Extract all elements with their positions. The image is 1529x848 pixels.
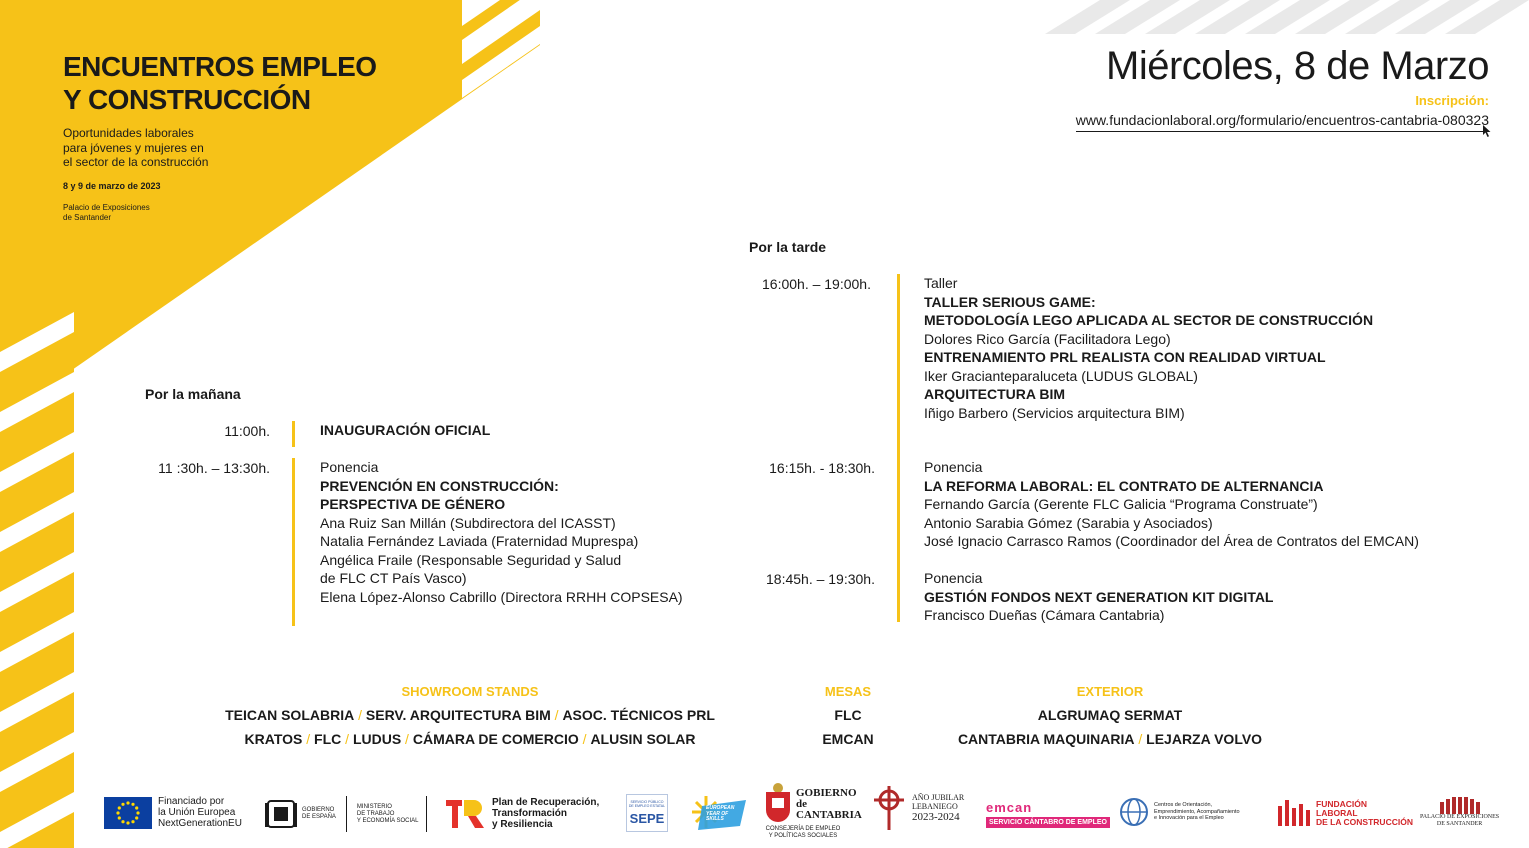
globe-icon <box>1118 796 1150 828</box>
palacio-logo <box>1420 796 1499 828</box>
session-line: Iñigo Barbero (Servicios arquitectura BIM) <box>924 404 1185 421</box>
session-line: Natalia Fernández Laviada (Fraternidad Muprespa) <box>320 533 639 549</box>
cantabria-text: de <box>796 797 807 810</box>
gobierno-text: GOBIERNO <box>302 807 335 813</box>
plan-text: Plan de Recuperación, <box>492 796 600 808</box>
eyos-text: YEAR OF <box>706 810 729 817</box>
session-time: 18:45h. – 19:30h. <box>766 571 875 587</box>
venue-line: Palacio de Exposiciones <box>63 203 150 212</box>
cantabria-text: GOBIERNO <box>796 786 857 799</box>
centros-text: e Innovación para el Empleo <box>1154 815 1224 822</box>
flc-text: FUNDACIÓN <box>1316 798 1367 809</box>
gobierno-text: DE ESPAÑA <box>302 814 336 820</box>
session-block <box>924 274 1373 422</box>
session-line: ENTRENAMIENTO PRL REALISTA CON REALIDAD VIRTUAL <box>924 349 1326 365</box>
eyos-text: SKILLS <box>706 816 724 822</box>
jubilar-text: AÑO JUBILAR <box>912 793 965 802</box>
exterior-row <box>940 731 1280 747</box>
stand-name: ALUSIN SOLAR <box>590 731 696 747</box>
divider <box>426 796 427 832</box>
timeline-bar <box>292 458 295 626</box>
flc-bars-icon <box>1276 798 1312 828</box>
subtitle-line: para jóvenes y mujeres en <box>63 140 204 155</box>
session-block <box>320 458 683 606</box>
subtitle-line: Oportunidades laborales <box>63 126 194 140</box>
european-year-skills-logo <box>688 792 746 832</box>
timeline-bar <box>897 274 900 622</box>
palacio-building-icon <box>1436 796 1484 814</box>
eu-text: Financiado por <box>158 796 225 807</box>
plan-recuperacion-logo <box>444 796 599 830</box>
session-line: Ponencia <box>924 570 983 586</box>
event-title <box>63 50 377 116</box>
centros-text: Emprendimiento, Acompañamiento <box>1154 808 1240 815</box>
eyos-text: EUROPEAN <box>706 805 735 811</box>
eu-text: NextGenerationEU <box>158 818 242 829</box>
session-block <box>320 421 490 440</box>
eu-text: la Unión Europea <box>158 807 236 818</box>
timeline-bar <box>292 421 295 447</box>
event-title-line: ENCUENTROS EMPLEO <box>63 51 377 82</box>
cantabria-sub-text: Y POLÍTICAS SOCIALES <box>768 833 838 839</box>
ministerio-text: Y ECONOMÍA SOCIAL <box>356 817 419 824</box>
centros-logo <box>1118 796 1240 828</box>
session-line: Iker Gracianteparaluceta (LUDUS GLOBAL) <box>924 367 1198 384</box>
mesas-row: FLC <box>834 707 862 723</box>
stand-name: CÁMARA DE COMERCIO <box>412 731 579 747</box>
sepe-logo <box>626 794 668 832</box>
emcan-text: emcan <box>986 800 1033 815</box>
palacio-text: PALACIO DE EXPOSICIONES <box>1420 814 1500 820</box>
mesas-heading: MESAS <box>824 684 872 699</box>
coat-of-arms-icon <box>264 797 298 831</box>
stand-name: CANTABRIA MAQUINARIA <box>957 731 1135 747</box>
afternoon-heading: Por la tarde <box>749 239 827 255</box>
stand-name: FLC <box>314 731 342 747</box>
centros-text: Centros de Orientación, <box>1154 802 1213 809</box>
stand-name: TEICAN SOLABRIA <box>225 707 355 723</box>
session-line: Ponencia <box>924 459 983 475</box>
sepe-small-text: DE EMPLEO ESTATAL <box>628 804 666 808</box>
session-time: 16:00h. – 19:00h. <box>762 276 871 292</box>
separator: / <box>354 707 366 723</box>
session-line: Ponencia <box>320 459 379 475</box>
cantabria-text: CANTABRIA <box>796 808 862 821</box>
ministerio-text: DE TRABAJO <box>356 810 395 817</box>
plan-text: y Resiliencia <box>492 818 553 830</box>
stand-name: ASOC. TÉCNICOS PRL <box>562 707 715 723</box>
subtitle-line: el sector de la construcción <box>63 155 209 169</box>
separator: / <box>550 707 563 723</box>
stand-name: SERV. ARQUITECTURA BIM <box>365 707 551 723</box>
showroom-row <box>170 731 770 747</box>
sepe-text: SEPE <box>629 811 665 826</box>
day-title: Miércoles, 8 de Marzo <box>1106 44 1489 88</box>
separator: / <box>341 731 353 747</box>
session-line: Angélica Fraile (Responsable Seguridad y Salud <box>320 551 622 568</box>
session-time: 11 :30h. – 13:30h. <box>158 460 270 476</box>
session-time: 11:00h. <box>224 423 270 439</box>
cantabria-shield-icon <box>764 782 792 826</box>
cantabria-sub-text: CONSEJERÍA DE EMPLEO <box>765 826 841 832</box>
session-block <box>924 458 1419 551</box>
sepe-small-text: SERVICIO PÚBLICO <box>630 800 664 804</box>
showroom-heading: SHOWROOM STANDS <box>401 684 539 699</box>
session-time: 16:15h. - 18:30h. <box>769 460 875 476</box>
emcan-logo <box>986 800 1110 828</box>
session-block <box>924 569 1274 625</box>
session-line: Antonio Sarabia Gómez (Sarabia y Asociados) <box>924 514 1213 531</box>
session-line: Ana Ruiz San Millán (Subdirectora del ICASST) <box>320 514 616 531</box>
event-dates: 8 y 9 de marzo de 2023 <box>63 181 161 191</box>
jubilar-text: 2023-2024 <box>912 811 960 823</box>
separator: / <box>306 731 315 747</box>
ano-jubilar-logo <box>870 784 964 832</box>
session-line: PERSPECTIVA DE GÉNERO <box>320 496 506 512</box>
session-line: INAUGURACIÓN OFICIAL <box>320 422 491 438</box>
inscription-label: Inscripción: <box>1415 93 1489 108</box>
session-line: TALLER SERIOUS GAME: <box>924 293 1096 310</box>
eu-flag-icon <box>104 797 152 829</box>
gobierno-espana-logo <box>264 796 427 832</box>
flc-text: DE LA CONSTRUCCIÓN <box>1316 816 1413 827</box>
inscription-link[interactable]: www.fundacionlaboral.org/formulario/encuentros-cantabria-080323 <box>1076 112 1489 132</box>
event-title-line: Y CONSTRUCCIÓN <box>63 84 311 115</box>
cursor-icon <box>1482 124 1492 138</box>
separator: / <box>401 731 413 747</box>
session-line: Elena López-Alonso Cabrillo (Directora RRHH COPSESA) <box>320 588 683 605</box>
venue-line: de Santander <box>63 212 112 222</box>
session-line: METODOLOGÍA LEGO APLICADA AL SECTOR DE CONSTRUCCIÓN <box>924 312 1374 328</box>
exterior-row: ALGRUMAQ SERMAT <box>1037 707 1183 723</box>
stand-name: KRATOS <box>244 731 307 747</box>
plan-r-icon <box>444 796 486 830</box>
flc-logo <box>1276 798 1413 828</box>
morning-heading: Por la mañana <box>145 386 241 402</box>
session-line: GESTIÓN FONDOS NEXT GENERATION KIT DIGITAL <box>924 588 1274 605</box>
mesas-row: EMCAN <box>822 731 874 747</box>
session-line: José Ignacio Carrasco Ramos (Coordinador del Área de Contratos del EMCAN) <box>924 533 1419 549</box>
eu-logo <box>104 796 242 829</box>
flc-text: LABORAL <box>1316 807 1358 818</box>
showroom-row <box>170 707 770 723</box>
event-subtitle <box>63 126 208 170</box>
session-line: ARQUITECTURA BIM <box>924 386 1066 402</box>
event-venue <box>63 203 150 222</box>
palacio-text: DE SANTANDER <box>1436 821 1483 827</box>
cross-icon <box>870 784 908 832</box>
gobierno-cantabria-logo <box>764 782 862 840</box>
session-line: PREVENCIÓN EN CONSTRUCCIÓN: <box>320 477 559 494</box>
session-line: LA REFORMA LABORAL: EL CONTRATO DE ALTERNANCIA <box>924 477 1324 494</box>
plan-text: Transformación <box>492 807 568 819</box>
session-line: Taller <box>924 275 958 291</box>
separator: / <box>1134 731 1147 747</box>
divider <box>346 796 347 832</box>
emcan-sub-text: SERVICIO CÁNTABRO DE EMPLEO <box>986 817 1110 828</box>
session-line: Dolores Rico García (Facilitadora Lego) <box>924 330 1171 347</box>
ministerio-text: MINISTERIO <box>356 803 392 810</box>
exterior-heading: EXTERIOR <box>1076 684 1144 699</box>
stand-name: LUDUS <box>352 731 402 747</box>
jubilar-text: LEBANIEGO <box>912 802 958 811</box>
session-line: Fernando García (Gerente FLC Galicia “Programa Construate”) <box>924 496 1318 512</box>
session-line: Francisco Dueñas (Cámara Cantabria) <box>924 607 1165 623</box>
stand-name: LEJARZA VOLVO <box>1146 731 1263 747</box>
session-line: de FLC CT País Vasco) <box>320 570 467 586</box>
separator: / <box>578 731 591 747</box>
